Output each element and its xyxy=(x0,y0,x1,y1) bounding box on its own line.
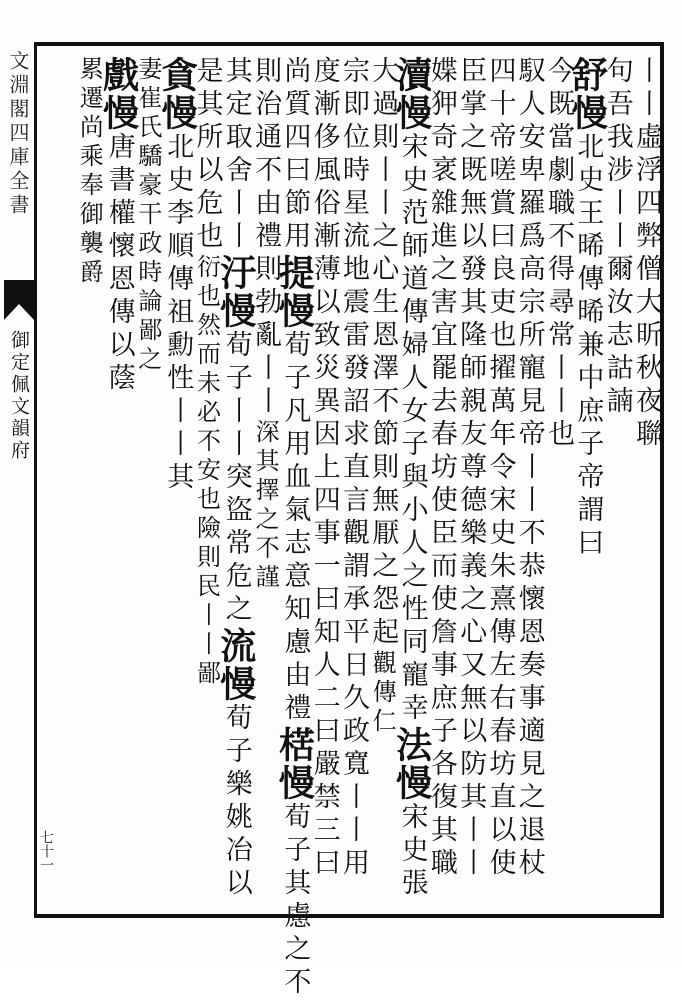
body-text: 荀子其慮之不 xyxy=(279,802,311,1000)
body-text: 其定取舍丨丨 xyxy=(220,56,252,254)
body-text: 荀子樂姚冶以 xyxy=(220,703,252,901)
body-text: 句吾我涉丨丨爾汝志詁諵 xyxy=(601,56,633,419)
body-text: 是其所以危也 xyxy=(191,56,223,254)
annotation-text: 險則民丨丨鄙 xyxy=(192,515,221,689)
body-text: 宋史范師道傳婦人女子與小人之性同寵幸 xyxy=(396,132,428,726)
entry-headword: 舒慢 xyxy=(566,56,609,132)
body-text: 荀子丨丨突盜常危之 xyxy=(220,330,252,627)
body-text: 大過則丨丨之心生恩澤不節則無厭之怨起 xyxy=(367,56,399,650)
entry-headword: 法慢 xyxy=(390,726,433,802)
annotation-text: 妻崔氏驕豪干政時論鄙之 xyxy=(133,56,162,375)
page-number: 七十一 xyxy=(38,830,54,872)
body-text: 四十帝嗟賞曰良吏也擢萬年令宋史朱熹傳左右春坊直以使 xyxy=(484,56,516,881)
bottom-border-rule xyxy=(36,914,664,918)
body-text: 則治通不由禮則勃亂丨丨 xyxy=(250,56,282,419)
body-text: 馭人安卑羅爲高宗所寵見帝丨丨不恭懷恩奏事適見之退杖 xyxy=(513,56,545,881)
text-column xyxy=(71,56,107,912)
body-text: 北史王晞傳晞兼中庶子帝謂曰 xyxy=(572,132,604,561)
entry-headword: 貪慢 xyxy=(156,56,199,132)
body-text: 唐書權懷恩傳以蔭 xyxy=(103,132,135,396)
annotation-text: 深其擇之不謹 xyxy=(251,419,280,593)
body-text: 今既當劇職不得尋常丨丨也 xyxy=(543,56,575,452)
top-border-rule xyxy=(36,42,664,46)
body-text: 度漸侈風俗漸薄以致災異因上四事一曰知人二曰嚴禁三曰 xyxy=(308,56,340,881)
body-text: 宗即位時星流地震雷發詔求直言觀謂承平日久政寬丨丨用 xyxy=(338,56,369,881)
fishtail-mark-icon xyxy=(4,280,34,320)
entry-headword: 流慢 xyxy=(214,627,257,703)
body-text: 尚質四曰節用 xyxy=(279,56,311,254)
body-text: 媟狎奇衺雜進之害宜罷去春坊使臣而使詹事庶子各復其職 xyxy=(425,56,457,881)
entry-headword: 戲慢 xyxy=(97,56,140,132)
annotation-text: 累遷尚乘奉御襲爵 xyxy=(75,56,104,288)
entry-headword: 瀆慢 xyxy=(390,56,433,132)
body-text: 荀子凡用血氣志意知慮由禮 xyxy=(279,330,311,726)
entry-headword: 提慢 xyxy=(273,254,316,330)
entry-headword: 汙慢 xyxy=(214,254,257,330)
margin-collection-title: 文淵閣四庫全書 xyxy=(6,50,30,218)
annotation-text: 衍也然而未必不安也 xyxy=(192,254,221,515)
body-text: 丨丨虛浮四弊僧大昕秋夜聯 xyxy=(631,56,662,452)
body-text: 北史李順傳祖勳性丨丨其 xyxy=(162,132,194,495)
annotation-text: 觀傳仁 xyxy=(368,650,397,737)
margin-book-title: 御定佩文韻府 xyxy=(8,330,30,462)
body-text: 宋史張 xyxy=(396,802,428,901)
body-text: 臣掌之既無以發其隆師親友尊德樂義之心又無以防其丨丨 xyxy=(455,56,487,881)
entry-headword: 楛慢 xyxy=(273,726,316,802)
